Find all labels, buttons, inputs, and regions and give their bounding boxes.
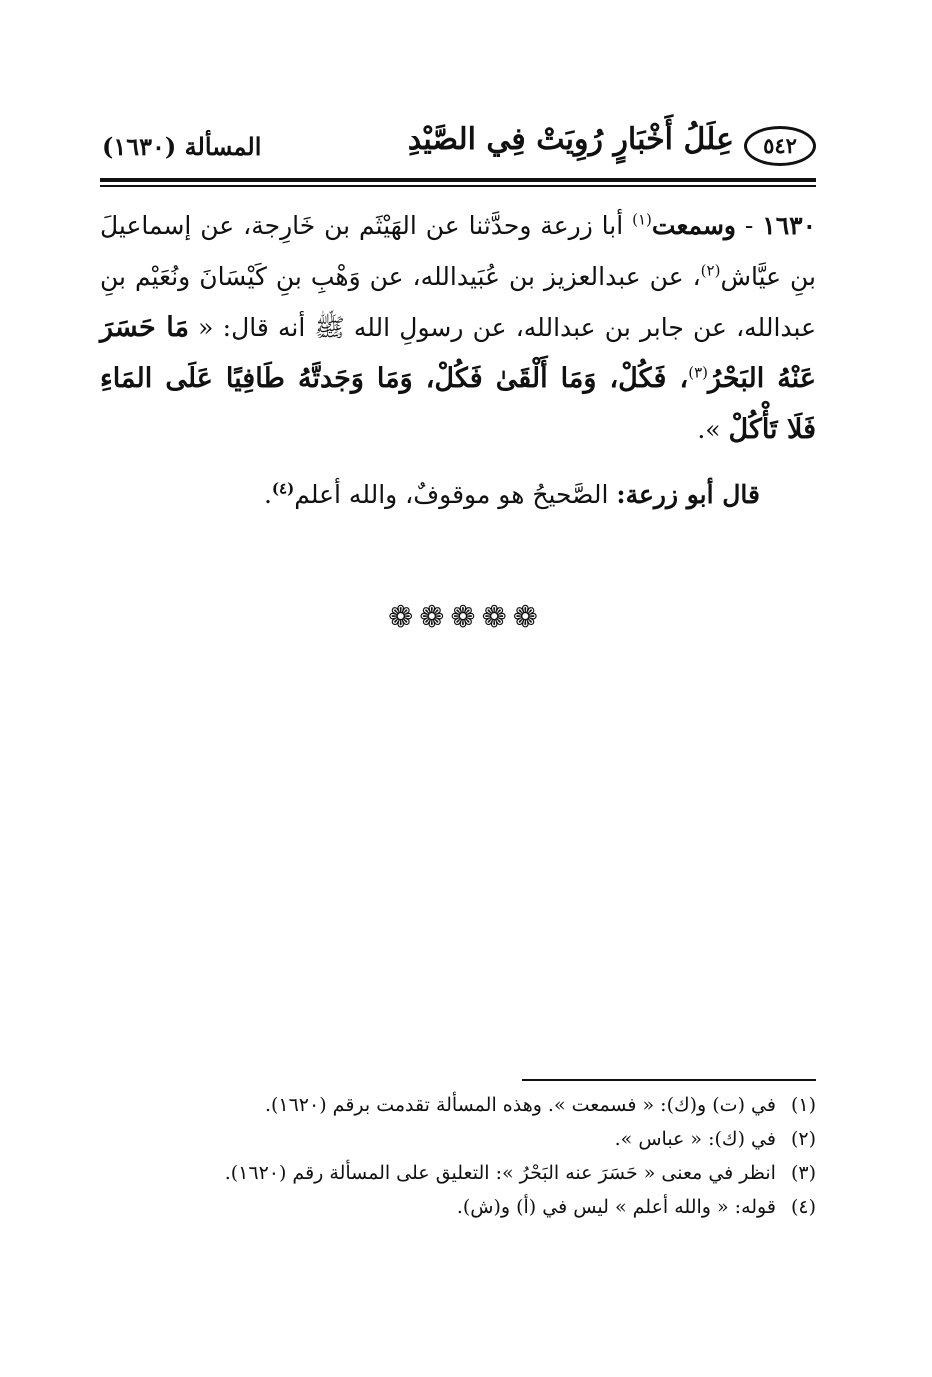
footnote-rule <box>522 1079 816 1081</box>
hadith-intro-word: وسمعت <box>651 211 736 240</box>
footnote-text: قوله: « والله أعلم » ليس في (أ) و(ش). <box>456 1196 776 1218</box>
footnote-marker-2: (٢) <box>700 261 721 280</box>
footnote-item <box>100 1156 816 1190</box>
verdict-end: . <box>263 480 272 509</box>
isnad-part-1: أبا زرعة وحدَّثنا عن الهَيْثَم بن خَارِجة، عن إسماعيلَ بنِ عيَّاش <box>100 211 816 291</box>
footnote-number: (٤) <box>790 1196 816 1218</box>
header-rule-thin <box>100 185 816 187</box>
footnote-marker-4: (٤) <box>271 479 295 498</box>
verdict-paragraph <box>100 469 816 520</box>
footnote-number: (٢) <box>790 1128 816 1150</box>
page-number: ٥٤٢ <box>744 126 816 166</box>
book-title: عِلَلُ أَخْبَارٍ رُوِيَتْ فِي الصَّيْدِ <box>407 122 734 157</box>
footnote-number: (٣) <box>790 1162 816 1184</box>
dash: - <box>736 211 763 240</box>
issue-number: ١٦٣٠ <box>762 211 816 240</box>
footnote-number: (١) <box>790 1094 816 1116</box>
footnote-item <box>100 1088 816 1122</box>
isnad-part-2: ، عن عبدالعزيز بن عُبَيدالله، عن وَهْبِ بنِ كَيْسَانَ ونُعَيْم بنِ عبدالله، عن جابر بن عبدالله، عن رسولِ الله ﷺ أنه قال: « <box>100 262 816 342</box>
header-rule-thick <box>100 178 816 182</box>
hadith-quote-2: ، فَكُلْ، وَمَا أَلْقَىٰ فَكُلْ، وَمَا وَجَدتَّهُ طَافِيًا عَلَى المَاءِ فَلَا تَأْكُلْ <box>100 363 816 445</box>
issue-label: المسألة (١٦٣٠) <box>102 132 262 161</box>
footnote-text: انظر في معنى « حَسَرَ عنه البَحْرُ »: التعليق على المسألة رقم (١٦٢٠). <box>224 1162 776 1184</box>
page-header <box>100 118 816 178</box>
verdict-label: قال أبو زرعة: <box>616 480 760 509</box>
footnote-marker-1: (١) <box>632 210 652 229</box>
footnote-item <box>100 1122 816 1156</box>
footnote-marker-3: (٣) <box>688 363 708 382</box>
hadith-paragraph <box>100 200 816 455</box>
main-text <box>100 200 816 520</box>
footnote-text: في (ت) و(ك): « فسمعت ». وهذه المسألة تقدمت برقم (١٦٢٠). <box>264 1094 776 1116</box>
hadith-quote-1: مَا حَسَرَ عَنْهُ البَحْرُ <box>100 312 816 394</box>
section-ornament: ❁❁❁❁❁ <box>388 600 544 635</box>
verdict-text: الصَّحيحُ هو موقوفٌ، والله أعلم <box>294 480 617 509</box>
footnote-item <box>100 1190 816 1224</box>
quote-closing: ». <box>697 415 729 444</box>
footnotes <box>100 1088 816 1224</box>
footnote-text: في (ك): « عباس ». <box>614 1128 776 1150</box>
